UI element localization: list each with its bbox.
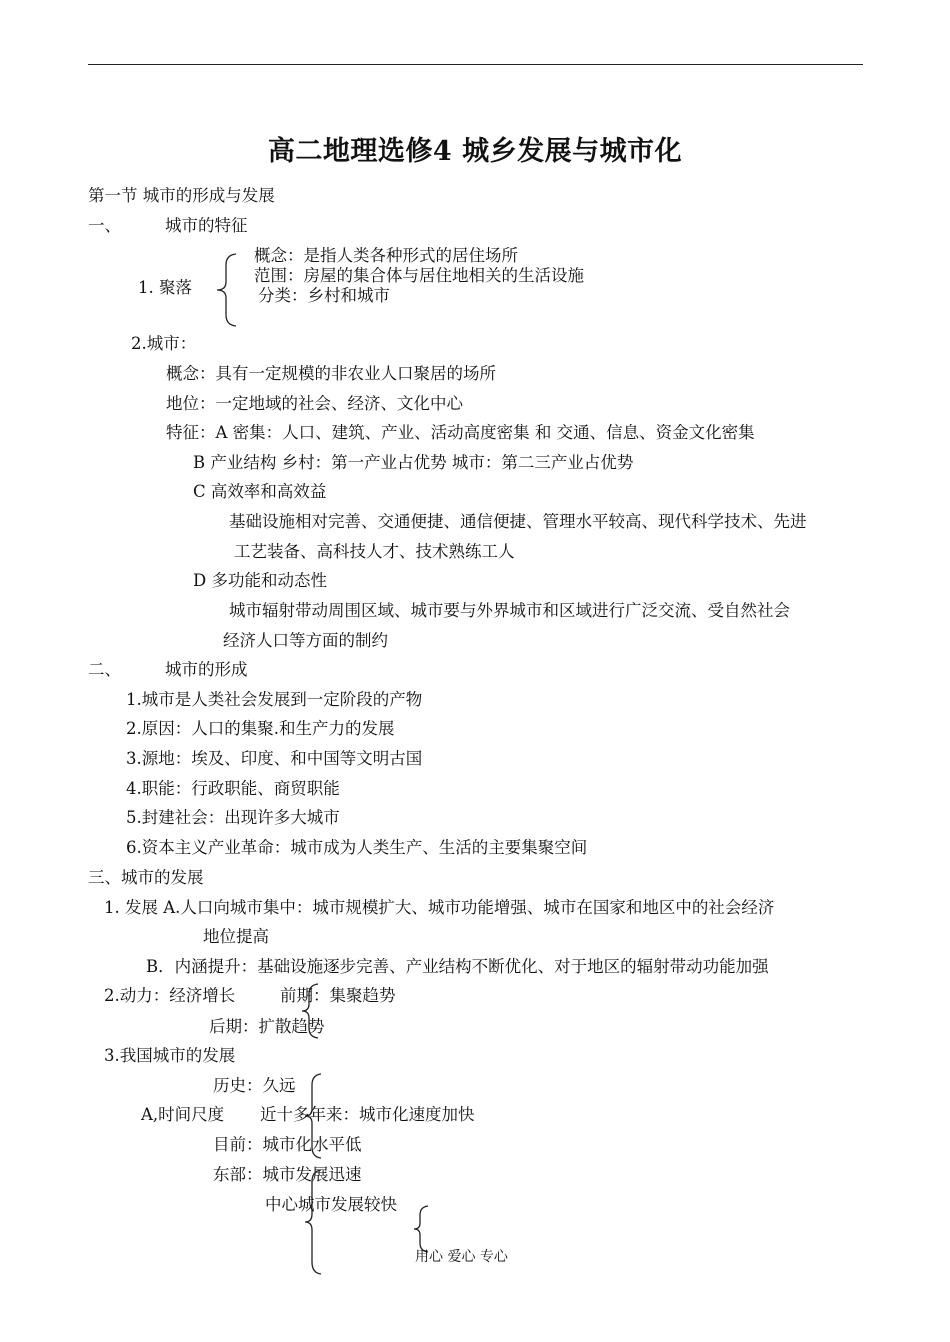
settlement-brace: [214, 252, 240, 328]
development-b: B．内涵提升：基础设施逐步完善、产业结构不断优化、对于地区的辐射带动功能加强: [146, 957, 769, 976]
china-heading: 3.我国城市的发展: [104, 1046, 236, 1065]
city-concept: 概念：具有一定规模的非农业人口聚居的场所: [166, 364, 496, 383]
part1-heading: 城市的特征: [165, 216, 248, 235]
settlement-concept: 概念：是指人类各种形式的居住场所: [254, 246, 518, 265]
part2-number: 二、: [88, 660, 121, 679]
city-label: 2.城市：: [131, 334, 197, 353]
development-a: 1. 发展 A.人口向城市集中：城市规模扩大、城市功能增强、城市在国家和地区中的社会经济: [104, 898, 775, 917]
settlement-scope: 范围：房屋的集合体与居住地相关的生活设施: [254, 266, 584, 285]
settlement-types: 分类：乡村和城市: [258, 286, 390, 305]
china-now: 目前：城市化水平低: [213, 1135, 362, 1154]
city-feature-c: C 高效率和高效益: [193, 482, 327, 501]
header-rule: [88, 64, 863, 65]
city-status: 地位：一定地域的社会、经济、文化中心: [166, 394, 463, 413]
driver-label: 2.动力：经济增长: [104, 986, 236, 1005]
china-recent: 近十多年来：城市化速度加快: [260, 1105, 475, 1124]
driver-late: 后期：扩散趋势: [209, 1017, 325, 1036]
city-feature-b: B 产业结构 乡村：第一产业占优势 城市：第二三产业占优势: [193, 453, 634, 472]
driver-early: 前期：集聚趋势: [280, 986, 396, 1005]
formation-item-1: 1.城市是人类社会发展到一定阶段的产物: [126, 690, 423, 709]
page-title: 高二地理选修4 城乡发展与城市化: [267, 136, 683, 167]
feature-c-detail-2: 工艺装备、高科技人才、技术熟练工人: [234, 542, 515, 561]
section-heading: 第一节 城市的形成与发展: [88, 186, 275, 205]
center-city: 中心城市发展较快: [265, 1195, 397, 1214]
development-a-cont: 地位提高: [203, 927, 269, 946]
feature-c-detail-1: 基础设施相对完善、交通便捷、通信便捷、管理水平较高、现代科学技术、先进: [229, 512, 807, 531]
settlement-label: 1. 聚落: [138, 278, 192, 297]
page-footer: 用心 爱心 专心: [415, 1249, 508, 1265]
part1-number: 一、: [88, 216, 121, 235]
formation-item-3: 3.源地：埃及、印度、和中国等文明古国: [126, 749, 423, 768]
center-city-brace: [412, 1204, 432, 1254]
feature-d-detail-2: 经济人口等方面的制约: [223, 631, 388, 650]
city-feature-d: D 多功能和动态性: [193, 571, 327, 590]
feature-d-detail-1: 城市辐射带动周围区域、城市要与外界城市和区域进行广泛交流、受自然社会: [229, 601, 790, 620]
formation-item-4: 4.职能：行政职能、商贸职能: [126, 779, 340, 798]
formation-item-6: 6.资本主义产业革命：城市成为人类生产、生活的主要集聚空间: [126, 838, 588, 857]
china-history: 历史：久远: [213, 1076, 296, 1095]
region-brace: [303, 1168, 325, 1276]
china-east: 东部：城市发展迅速: [213, 1165, 362, 1184]
part2-heading: 城市的形成: [165, 660, 248, 679]
part3-heading: 三、城市的发展: [88, 868, 204, 887]
formation-item-2: 2.原因：人口的集聚.和生产力的发展: [126, 719, 395, 738]
time-scale-label: A,时间尺度: [141, 1105, 225, 1124]
formation-item-5: 5.封建社会：出现许多大城市: [126, 808, 340, 827]
city-feature-a: 特征：A 密集：人口、建筑、产业、活动高度密集 和 交通、信息、资金文化密集: [166, 423, 755, 442]
